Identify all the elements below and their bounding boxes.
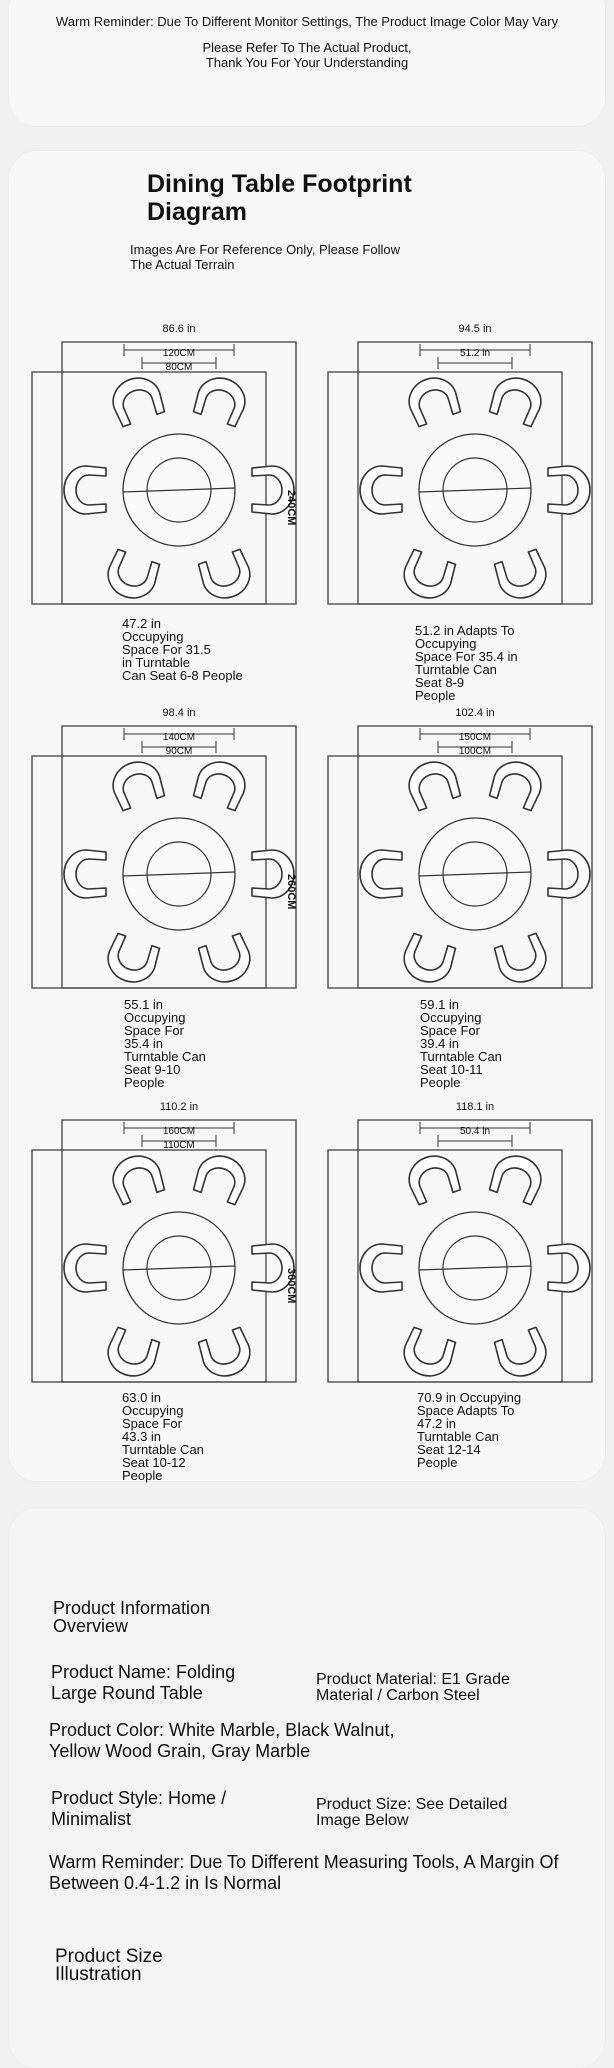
- footprint-6: [285, 1101, 600, 1398]
- table-diameter-label: 120CM: [162, 348, 196, 359]
- footprint-drawing: [14, 1108, 304, 1398]
- turntable-diameter-label: 80CM: [165, 362, 193, 373]
- width-dimension-label: 118.1 in: [455, 1101, 495, 1113]
- footprint-drawing: [310, 1108, 600, 1398]
- footprint-drawing: [14, 714, 304, 1004]
- footprint-drawing: [310, 330, 600, 620]
- product-material: Product Material: E1 Grade Material / Carbon Steel: [316, 1671, 510, 1704]
- footprint-2: [285, 323, 600, 620]
- product-size-title: Product Size Illustration: [55, 1946, 163, 1985]
- side-dimension-label: 300CM: [285, 1268, 297, 1304]
- footprint-caption: 70.9 in Occupying Space Adapts To 47.2 in Turntable Can Seat 12-14 People: [417, 1390, 522, 1470]
- table-diameter-label: 160CM: [162, 1126, 196, 1137]
- footprint-5: [14, 1101, 304, 1398]
- footprint-1: [14, 323, 304, 620]
- table-diameter-label: 150CM: [458, 732, 492, 743]
- turntable-diameter-label: 110CM: [163, 1140, 195, 1151]
- side-dimension-label: 260CM: [285, 874, 297, 910]
- width-dimension-label: 98.4 in: [162, 707, 196, 719]
- table-diameter-label: 140CM: [162, 732, 196, 743]
- product-info-title: Product Information Overview: [53, 1598, 211, 1636]
- turntable-diameter-label: 100CM: [458, 746, 492, 757]
- footprint-drawing: [310, 714, 600, 1004]
- width-dimension-label: 110.2 in: [159, 1101, 199, 1113]
- color-reminder-text: Warm Reminder: Due To Different Monitor Settings, The Product Image Color May Vary: [55, 14, 559, 29]
- footprint-drawing: [14, 330, 304, 620]
- product-name: Product Name: Folding Large Round Table: [51, 1662, 236, 1703]
- footprint-caption: 63.0 in Occupying Space For 43.3 in Turntable Can Seat 10-12 People: [122, 1390, 204, 1483]
- measurement-reminder: Warm Reminder: Due To Different Measuring Tools, A Margin Of Between 0.4-1.2 in Is Normal: [49, 1852, 559, 1893]
- table-diameter-label: 51.2 in: [459, 348, 491, 359]
- table-diameter-label: 50.4 in: [459, 1126, 491, 1137]
- width-dimension-label: 86.6 in: [162, 323, 196, 335]
- footprint-caption: 55.1 in Occupying Space For 35.4 in Turntable Can Seat 9-10 People: [124, 997, 206, 1090]
- product-color: Product Color: White Marble, Black Walnut, Yellow Wood Grain, Gray Marble: [49, 1720, 395, 1761]
- footprint-caption: 59.1 in Occupying Space For 39.4 in Turntable Can Seat 10-11 People: [420, 997, 502, 1090]
- product-size: Product Size: See Detailed Image Below: [316, 1796, 508, 1829]
- turntable-diameter-label: 90CM: [165, 746, 193, 757]
- side-dimension-label: 240CM: [285, 490, 297, 526]
- product-style: Product Style: Home / Minimalist: [51, 1788, 227, 1829]
- width-dimension-label: 102.4 in: [455, 707, 495, 719]
- diagram-subtitle: Images Are For Reference Only, Please Follow The Actual Terrain: [130, 242, 400, 272]
- footprint-caption: 51.2 in Adapts To Occupying Space For 35.4 in Turntable Can Seat 8-9 People: [415, 623, 518, 703]
- width-dimension-label: 94.5 in: [458, 323, 492, 335]
- refer-note-text: Please Refer To The Actual Product, Thank You For Your Understanding: [202, 40, 412, 70]
- footprint-caption: 47.2 in Occupying Space For 31.5 in Turntable Can Seat 6-8 People: [122, 616, 243, 683]
- footprint-4: [285, 707, 600, 1004]
- footprint-3: [14, 707, 304, 1004]
- diagram-title: Dining Table Footprint Diagram: [147, 170, 412, 226]
